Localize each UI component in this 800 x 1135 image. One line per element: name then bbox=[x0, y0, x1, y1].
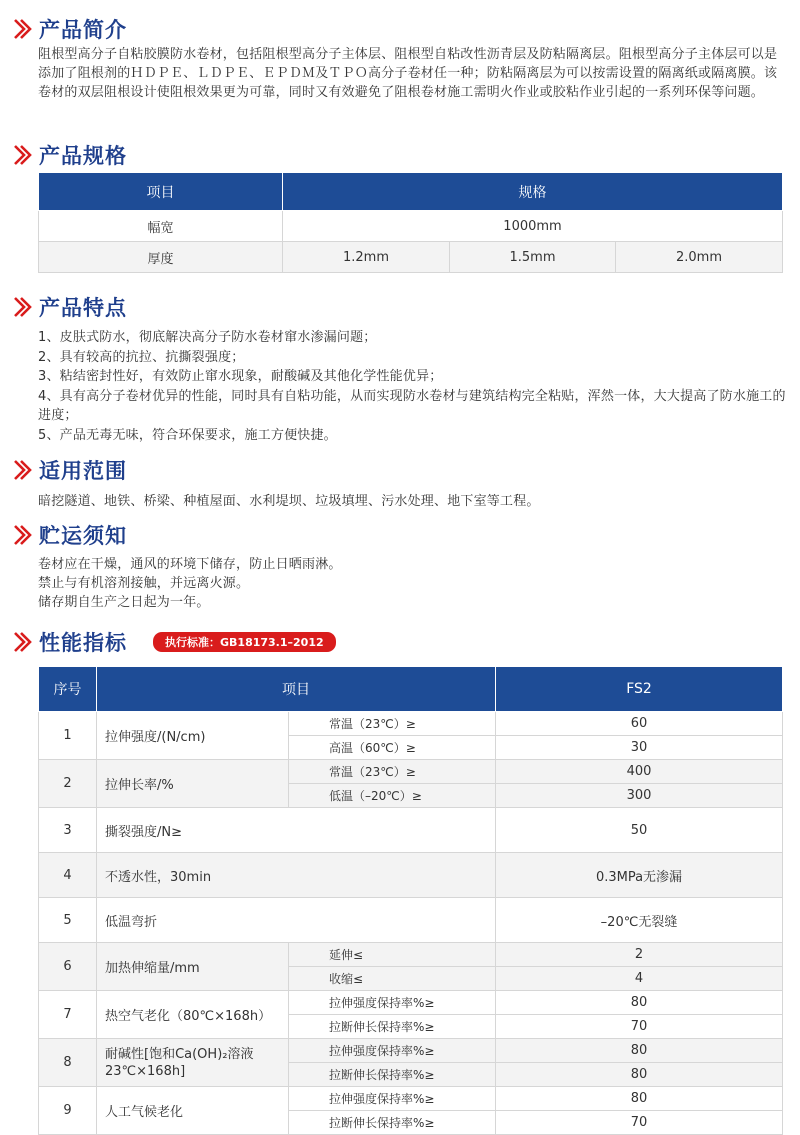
list-item: 储存期自生产之日起为一年。 bbox=[38, 595, 210, 610]
application-text: 暗挖隧道、地铁、桥梁、种植屋面、水利堤坝、垃圾填埋、污水处理、地下室等工程。 bbox=[38, 494, 540, 509]
row-name: 不透水性，30min bbox=[97, 853, 496, 898]
section-title: 性能指标 bbox=[39, 631, 127, 655]
chevron-right-icon bbox=[10, 457, 36, 483]
table-row bbox=[39, 853, 783, 898]
row-value: 80 bbox=[496, 1039, 783, 1063]
row-name: 人工气候老化 bbox=[97, 1087, 289, 1135]
section-title: 产品特点 bbox=[39, 296, 127, 320]
section-performance-header bbox=[10, 627, 336, 657]
list-item: 5、产品无毒无味，符合环保要求，施工方便快捷。 bbox=[38, 427, 337, 443]
section-storage-header bbox=[10, 520, 127, 550]
row-name: 撕裂强度/N≥ bbox=[97, 808, 496, 853]
performance-header-row bbox=[39, 667, 783, 712]
spec-thickness-value: 2.0mm bbox=[616, 242, 783, 273]
table-row bbox=[39, 1087, 783, 1111]
row-condition: 拉断伸长保持率%≥ bbox=[289, 1015, 496, 1039]
spec-header-item: 项目 bbox=[39, 173, 283, 211]
section-title: 产品简介 bbox=[39, 18, 127, 42]
spec-width-value: 1000mm bbox=[283, 211, 783, 242]
row-condition: 拉伸强度保持率%≥ bbox=[289, 1039, 496, 1063]
spec-table bbox=[38, 172, 783, 273]
row-condition: 常温（23℃）≥ bbox=[289, 760, 496, 784]
chevron-right-icon bbox=[10, 522, 36, 548]
row-value: 70 bbox=[496, 1015, 783, 1039]
performance-table bbox=[38, 666, 783, 1135]
header-value: FS2 bbox=[496, 667, 783, 712]
row-condition: 高温（60℃）≥ bbox=[289, 736, 496, 760]
row-no: 4 bbox=[39, 853, 97, 898]
list-item: 3、粘结密封性好，有效防止窜水现象，耐酸碱及其他化学性能优异； bbox=[38, 369, 443, 384]
header-no: 序号 bbox=[39, 667, 97, 712]
section-title: 适用范围 bbox=[39, 459, 127, 483]
spec-header-spec: 规格 bbox=[283, 173, 783, 211]
spec-thickness-value: 1.5mm bbox=[450, 242, 616, 273]
row-condition: 拉断伸长保持率%≥ bbox=[289, 1111, 496, 1135]
table-row bbox=[39, 1039, 783, 1063]
list-item: 卷材应在干燥，通风的环境下储存，防止日晒雨淋。 bbox=[38, 557, 342, 572]
storage-text bbox=[38, 555, 788, 612]
header-item: 项目 bbox=[97, 667, 496, 712]
table-row bbox=[39, 712, 783, 736]
list-item: 禁止与有机溶剂接触，并远离火源。 bbox=[38, 576, 250, 591]
row-no: 6 bbox=[39, 943, 97, 991]
list-item: 1、皮肤式防水，彻底解决高分子防水卷材窜水渗漏问题； bbox=[38, 330, 377, 345]
row-name: 拉伸强度/(N/cm) bbox=[97, 712, 289, 760]
row-name: 加热伸缩量/mm bbox=[97, 943, 289, 991]
list-item: 4、具有高分子卷材优异的性能，同时具有自粘功能，从而实现防水卷材与建筑结构完全粘贴，浑然一体，大大提高了防水施工的进度； bbox=[38, 388, 786, 423]
chevron-right-icon bbox=[10, 294, 36, 320]
row-value: –20℃无裂缝 bbox=[496, 898, 783, 943]
chevron-right-icon bbox=[10, 142, 36, 168]
section-spec-header bbox=[10, 140, 127, 170]
row-condition: 拉断伸长保持率%≥ bbox=[289, 1063, 496, 1087]
row-value: 80 bbox=[496, 991, 783, 1015]
row-value: 400 bbox=[496, 760, 783, 784]
spec-thickness-label: 厚度 bbox=[39, 242, 283, 273]
row-value: 70 bbox=[496, 1111, 783, 1135]
row-name: 拉伸长率/% bbox=[97, 760, 289, 808]
row-name: 耐碱性[饱和Ca(OH)₂溶液23℃×168h] bbox=[97, 1039, 289, 1087]
row-no: 8 bbox=[39, 1039, 97, 1087]
row-name: 低温弯折 bbox=[97, 898, 496, 943]
features-list bbox=[38, 328, 788, 445]
row-no: 7 bbox=[39, 991, 97, 1039]
row-value: 30 bbox=[496, 736, 783, 760]
row-value: 300 bbox=[496, 784, 783, 808]
row-value: 50 bbox=[496, 808, 783, 853]
table-row bbox=[39, 760, 783, 784]
standard-badge: 执行标准：GB18173.1–2012 bbox=[153, 632, 336, 652]
table-row bbox=[39, 991, 783, 1015]
table-row bbox=[39, 211, 783, 242]
row-name: 热空气老化（80℃×168h） bbox=[97, 991, 289, 1039]
section-application-header bbox=[10, 455, 127, 485]
table-row bbox=[39, 943, 783, 967]
row-value: 0.3MPa无渗漏 bbox=[496, 853, 783, 898]
table-row bbox=[39, 808, 783, 853]
row-value: 80 bbox=[496, 1063, 783, 1087]
row-no: 5 bbox=[39, 898, 97, 943]
table-row bbox=[39, 898, 783, 943]
row-condition: 收缩≤ bbox=[289, 967, 496, 991]
row-no: 1 bbox=[39, 712, 97, 760]
table-row bbox=[39, 242, 783, 273]
section-title: 产品规格 bbox=[39, 144, 127, 168]
section-features-header bbox=[10, 292, 127, 322]
row-no: 2 bbox=[39, 760, 97, 808]
list-item: 2、具有较高的抗拉、抗撕裂强度； bbox=[38, 349, 245, 365]
spec-header-row bbox=[39, 173, 783, 211]
row-condition: 拉伸强度保持率%≥ bbox=[289, 991, 496, 1015]
row-value: 60 bbox=[496, 712, 783, 736]
row-condition: 常温（23℃）≥ bbox=[289, 712, 496, 736]
row-condition: 低温（–20℃）≥ bbox=[289, 784, 496, 808]
row-no: 9 bbox=[39, 1087, 97, 1135]
intro-text: 阻根型高分子自粘胶膜防水卷材，包括阻根型高分子主体层、阻根型自粘改性沥青层及防粘隔离层。阻根型高分子主体层可以是添加了阻根剂的ＨＤＰＥ、ＬＤＰＥ、ＥＰＤＭ及ＴＰＯ高分子卷材任一种；防粘隔离层为可以按需设置的隔离纸或隔离膜。该卷材的双层阻根设计使阻根效果更为可靠，同时又有效避免了阻根卷材施工需明火作业或胶粘作业引起的一系列环保等问题。 bbox=[38, 47, 778, 100]
row-value: 4 bbox=[496, 967, 783, 991]
section-title: 贮运须知 bbox=[39, 524, 127, 548]
row-value: 2 bbox=[496, 943, 783, 967]
chevron-right-icon bbox=[10, 16, 36, 42]
row-condition: 拉伸强度保持率%≥ bbox=[289, 1087, 496, 1111]
spec-width-label: 幅宽 bbox=[39, 211, 283, 242]
section-intro-header bbox=[10, 14, 127, 44]
row-no: 3 bbox=[39, 808, 97, 853]
spec-thickness-value: 1.2mm bbox=[283, 242, 450, 273]
row-condition: 延伸≤ bbox=[289, 943, 496, 967]
row-value: 80 bbox=[496, 1087, 783, 1111]
chevron-right-icon bbox=[10, 629, 36, 655]
